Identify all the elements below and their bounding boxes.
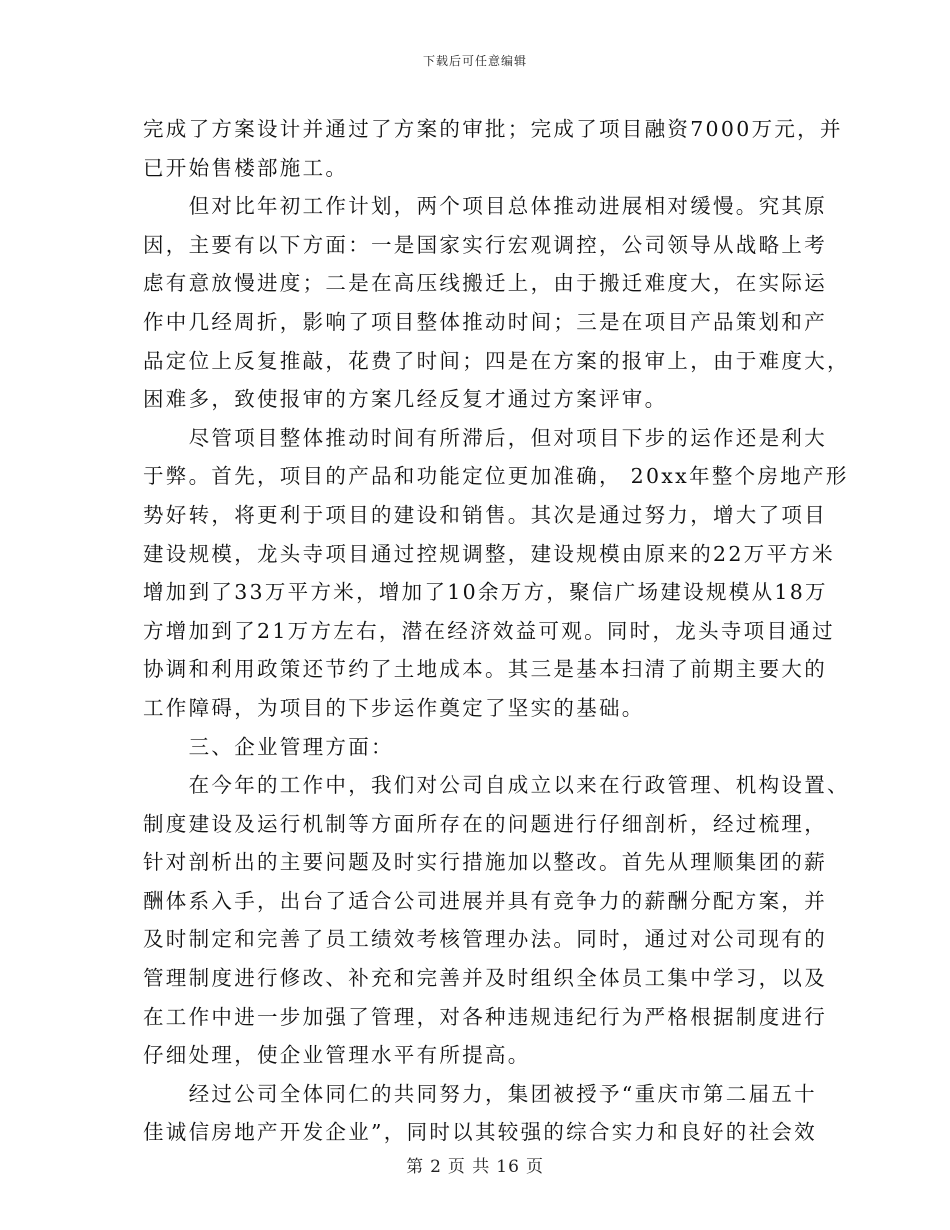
text-line: 佳诚信房地产开发企业”，同时以其较强的综合实力和良好的社会效 (143, 1120, 817, 1145)
page-footer (0, 1152, 950, 1177)
text-line: 三、企业管理方面： (143, 734, 394, 759)
text-line: 增加到了33万平方米，增加了10余万方，聚信广场建设规模从18万 (143, 580, 828, 605)
text-line: 虑有意放慢进度；二是在高压线搬迁上，由于搬迁难度大，在实际运 (143, 271, 827, 296)
text-line: 及时制定和完善了员工绩效考核管理办法。同时，通过对公司现有的 (143, 927, 827, 952)
body-text (143, 110, 850, 1152)
footer-middle: 页 共 (447, 1157, 491, 1177)
text-line: 方增加到了21万方左右，潜在经济效益可观。同时，龙头寺项目通过 (143, 618, 835, 643)
footer-prefix: 第 (406, 1157, 425, 1177)
text-line: 酬体系入手，出台了适合公司进展并具有竞争力的薪酬分配方案，并 (143, 888, 827, 913)
footer-suffix: 页 (525, 1157, 544, 1177)
current-page-number: 2 (430, 1157, 442, 1177)
text-line: 仔细处理，使企业管理水平有所提高。 (143, 1043, 531, 1068)
text-line: 经过公司全体同仁的共同努力，集团被授予“重庆市第二届五十 (143, 1081, 817, 1106)
text-line: 因，主要有以下方面：一是国家实行宏观调控，公司领导从战略上考 (143, 232, 827, 257)
text-line: 尽管项目整体推动时间有所滞后，但对项目下步的运作还是利大 (143, 425, 827, 450)
text-line: 但对比年初工作计划，两个项目总体推动进展相对缓慢。究其原 (143, 194, 827, 219)
page-header: 下载后可任意编辑 (422, 54, 527, 68)
text-line: 协调和利用政策还节约了土地成本。其三是基本扫清了前期主要大的 (143, 657, 827, 682)
text-line: 制度建设及运行机制等方面所存在的问题进行仔细剖析，经过梳理， (143, 811, 827, 836)
text-line: 势好转，将更利于项目的建设和销售。其次是通过努力，增大了项目 (143, 502, 827, 527)
text-line: 工作障碍，为项目的下步运作奠定了坚实的基础。 (143, 695, 645, 720)
text-line: 建设规模，龙头寺项目通过控规调整，建设规模由原来的22万平方米 (143, 541, 835, 566)
text-line: 针对剖析出的主要问题及时实行措施加以整改。首先从理顺集团的薪 (143, 850, 827, 875)
text-line: 已开始售楼部施工。 (143, 155, 349, 180)
total-pages-number: 16 (496, 1157, 520, 1177)
text-line: 在工作中进一步加强了管理，对各种违规违纪行为严格根据制度进行 (143, 1004, 827, 1029)
text-line: 在今年的工作中，我们对公司自成立以来在行政管理、机构设置、 (143, 773, 850, 798)
text-line: 于弊。首先，项目的产品和功能定位更加准确， 20xx年整个房地产形 (143, 464, 849, 489)
text-line: 作中几经周折，影响了项目整体推动时间；三是在项目产品策划和产 (143, 309, 827, 334)
text-line: 困难多，致使报审的方案几经反复才通过方案评审。 (143, 387, 668, 412)
text-line: 完成了方案设计并通过了方案的审批；完成了项目融资7000万元，并 (143, 117, 843, 141)
text-line: 品定位上反复推敲，花费了时间；四是在方案的报审上，由于难度大， (143, 348, 850, 373)
text-line: 管理制度进行修改、补充和完善并及时组织全体员工集中学习，以及 (143, 966, 827, 991)
